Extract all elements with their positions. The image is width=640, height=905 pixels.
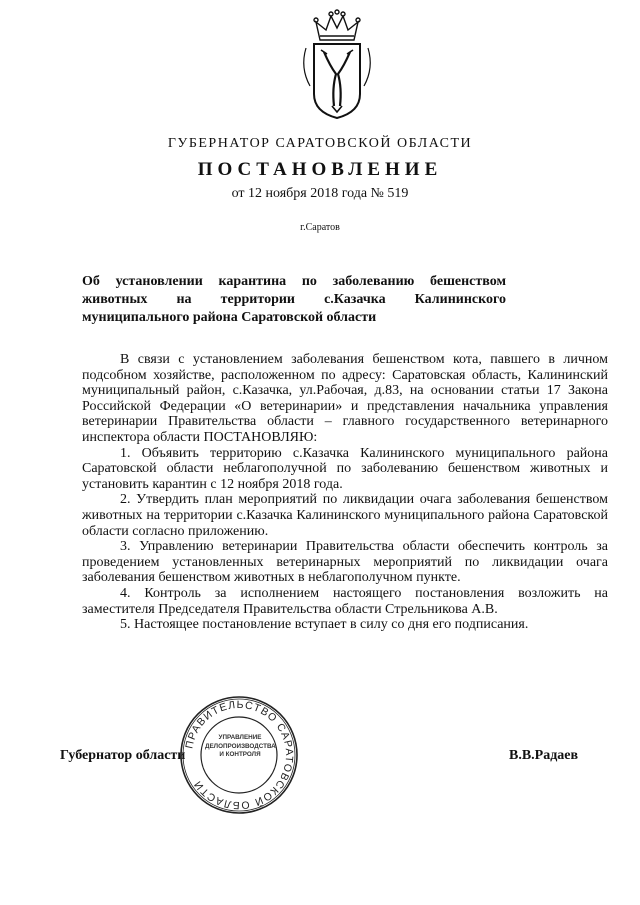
document-city: г.Саратов bbox=[300, 222, 340, 233]
body-paragraph-5: 5. Настоящее постановление вступает в силу со дня его подписания. bbox=[120, 617, 529, 633]
body-paragraph-2: 2. Утвердить план мероприятий по ликвидации очага заболевания бешенством животных на территории с.Казачка Калининского муниципального района Саратовской области согласно приложению. bbox=[82, 492, 608, 539]
document-body bbox=[82, 352, 608, 633]
body-paragraph-4: 4. Контроль за исполнением настоящего постановления возложить на заместителя Председателя Правительства области Стрельникова А.В. bbox=[82, 585, 608, 617]
signatory-name: В.В.Радаев bbox=[509, 748, 579, 763]
body-paragraph-3: 3. Управлению ветеринарии Правительства области обеспечить контроль за проведением установленных ветеринарных мероприятий по ликвидации очага заболевания бешенством животных в неблагополучном пункте. bbox=[82, 539, 608, 586]
document-date-number: от 12 ноября 2018 года № 519 bbox=[231, 186, 409, 201]
document-subject: Об установлении карантина по заболеванию бешенством животных на территории с.Казачка Калининского муниципального района Саратовской области bbox=[82, 274, 506, 325]
saratov-coat-of-arms-icon bbox=[296, 8, 378, 120]
signatory-title: Губернатор области bbox=[60, 748, 186, 763]
body-paragraph-preamble: В связи с установлением заболевания бешенством кота, павшего в личном подсобном хозяйстве, расположенном по адресу: Саратовская область, Калининский муниципальный район, с.Казачка, ул.Рабочая, д.83, на основании статьи 17 Закона Российской Федерации «О ветеринарии» и представления начальника управления ветеринарии Правительства области – главного государственного ветеринарного инспектора области ПОСТАНОВЛЯЮ: bbox=[82, 352, 608, 445]
stamp-inner-line-1: УПРАВЛЕНИЕ bbox=[218, 734, 262, 741]
stamp-inner-text bbox=[205, 734, 275, 760]
issuing-authority: ГУБЕРНАТОР САРАТОВСКОЙ ОБЛАСТИ bbox=[167, 136, 473, 151]
stamp-inner-line-2: ДЕЛОПРОИЗВОДСТВА bbox=[205, 742, 276, 750]
body-paragraph-1: 1. Объявить территорию с.Казачка Калининского муниципального района Саратовской области неблагополучной по заболеванию бешенством животных и установить карантин с 12 ноября 2018 года. bbox=[82, 445, 608, 492]
document-type: ПОСТАНОВЛЕНИЕ bbox=[197, 159, 443, 180]
stamp-ring-text: ПРАВИТЕЛЬСТВО САРАТОВСКОЙ ОБЛАСТИ bbox=[183, 698, 296, 812]
stamp-inner-line-3: И КОНТРОЛЯ bbox=[219, 751, 261, 758]
